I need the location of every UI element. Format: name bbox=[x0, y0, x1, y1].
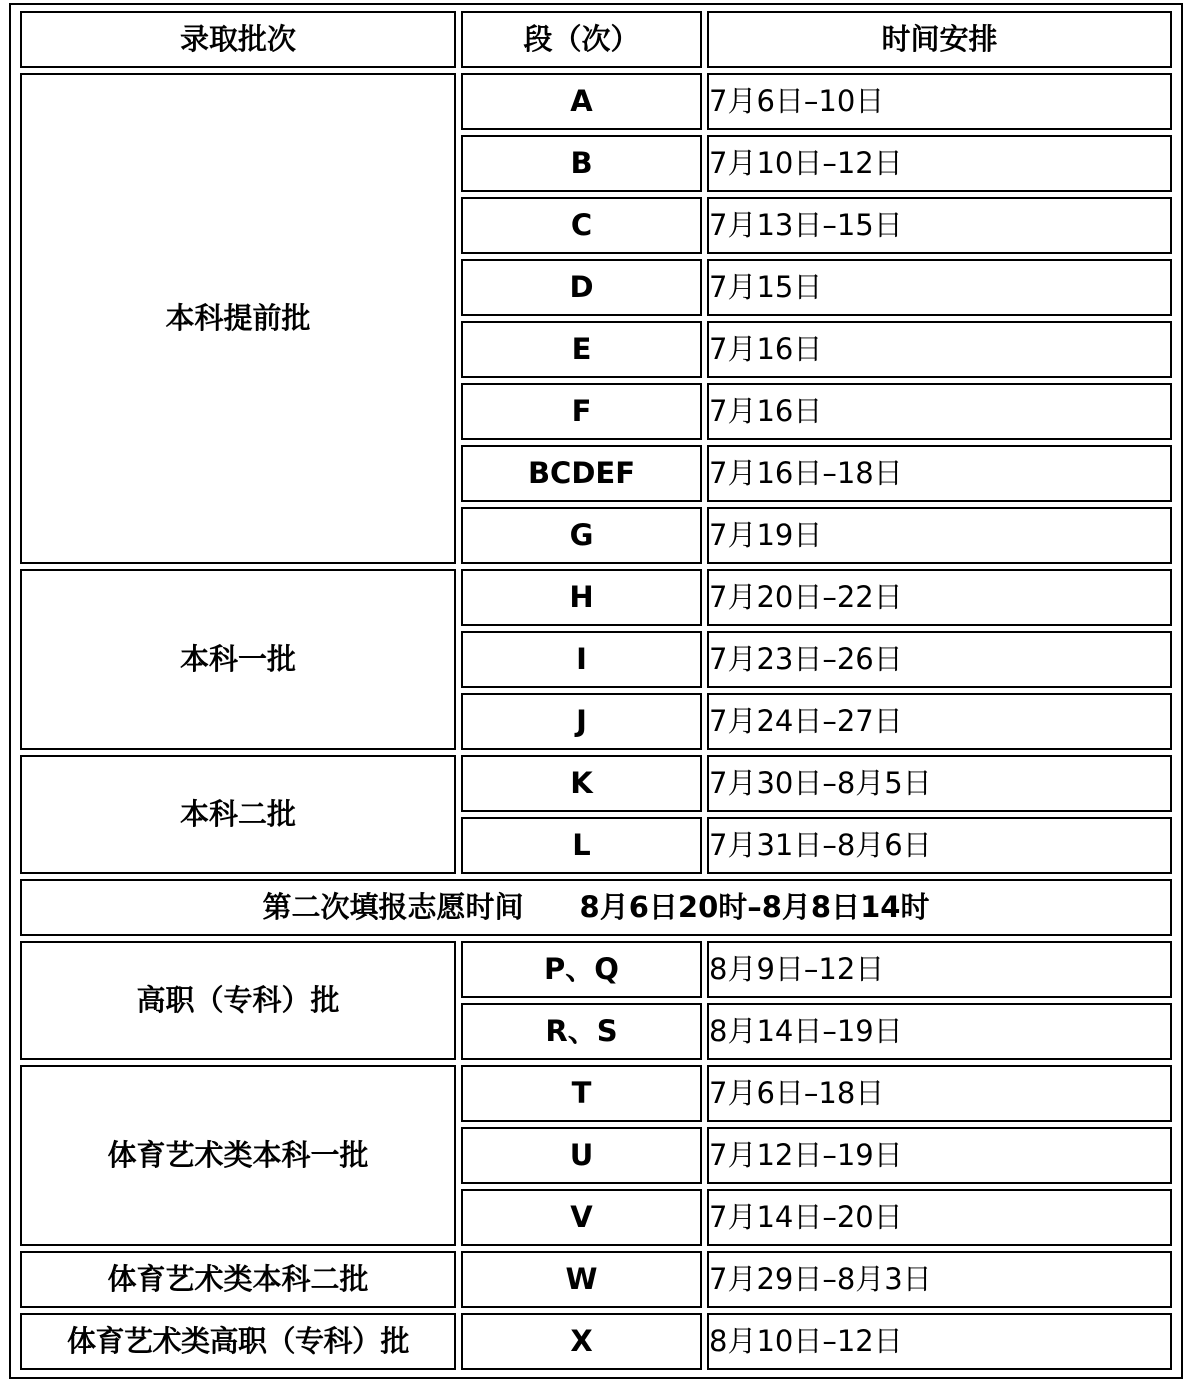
segment-cell: F bbox=[461, 383, 702, 440]
segment-cell: V bbox=[461, 1189, 702, 1246]
header-time: 时间安排 bbox=[707, 11, 1172, 68]
second-fill-row bbox=[20, 879, 1172, 936]
time-cell: 7月23日–26日 bbox=[707, 631, 1172, 688]
segment-cell: L bbox=[461, 817, 702, 874]
segment-cell: P、Q bbox=[461, 941, 702, 998]
second-fill-time: 8月6日20时–8月8日14时 bbox=[579, 890, 930, 924]
table-row bbox=[20, 941, 1172, 998]
segment-cell: W bbox=[461, 1251, 702, 1308]
time-cell: 7月19日 bbox=[707, 507, 1172, 564]
time-cell: 8月9日–12日 bbox=[707, 941, 1172, 998]
table-row bbox=[20, 569, 1172, 626]
batch-cell: 本科提前批 bbox=[20, 73, 456, 564]
segment-cell: H bbox=[461, 569, 702, 626]
batch-cell: 本科二批 bbox=[20, 755, 456, 874]
batch-cell: 体育艺术类本科一批 bbox=[20, 1065, 456, 1246]
second-fill-label: 第二次填报志愿时间 bbox=[262, 890, 524, 924]
second-fill-cell bbox=[20, 879, 1172, 936]
time-cell: 7月16日–18日 bbox=[707, 445, 1172, 502]
admission-schedule-table bbox=[15, 6, 1177, 1375]
table-row bbox=[20, 755, 1172, 812]
segment-cell: X bbox=[461, 1313, 702, 1370]
segment-cell: I bbox=[461, 631, 702, 688]
segment-cell: R、S bbox=[461, 1003, 702, 1060]
time-cell: 7月13日–15日 bbox=[707, 197, 1172, 254]
batch-cell: 高职（专科）批 bbox=[20, 941, 456, 1060]
segment-cell: E bbox=[461, 321, 702, 378]
segment-cell: T bbox=[461, 1065, 702, 1122]
time-cell: 7月14日–20日 bbox=[707, 1189, 1172, 1246]
segment-cell: U bbox=[461, 1127, 702, 1184]
time-cell: 7月6日–18日 bbox=[707, 1065, 1172, 1122]
time-cell: 7月24日–27日 bbox=[707, 693, 1172, 750]
segment-cell: C bbox=[461, 197, 702, 254]
table-row bbox=[20, 1065, 1172, 1122]
segment-cell: A bbox=[461, 73, 702, 130]
table-row bbox=[20, 73, 1172, 130]
time-cell: 7月16日 bbox=[707, 321, 1172, 378]
time-cell: 8月14日–19日 bbox=[707, 1003, 1172, 1060]
batch-cell: 体育艺术类高职（专科）批 bbox=[20, 1313, 456, 1370]
segment-cell: BCDEF bbox=[461, 445, 702, 502]
time-cell: 7月6日–10日 bbox=[707, 73, 1172, 130]
header-batch: 录取批次 bbox=[20, 11, 456, 68]
time-cell: 7月16日 bbox=[707, 383, 1172, 440]
time-cell: 7月20日–22日 bbox=[707, 569, 1172, 626]
segment-cell: B bbox=[461, 135, 702, 192]
time-cell: 7月12日–19日 bbox=[707, 1127, 1172, 1184]
table-row bbox=[20, 1251, 1172, 1308]
time-cell: 8月10日–12日 bbox=[707, 1313, 1172, 1370]
batch-cell: 本科一批 bbox=[20, 569, 456, 750]
time-cell: 7月15日 bbox=[707, 259, 1172, 316]
segment-cell: J bbox=[461, 693, 702, 750]
segment-cell: G bbox=[461, 507, 702, 564]
time-cell: 7月29日–8月3日 bbox=[707, 1251, 1172, 1308]
time-cell: 7月30日–8月5日 bbox=[707, 755, 1172, 812]
segment-cell: D bbox=[461, 259, 702, 316]
header-segment: 段（次） bbox=[461, 11, 702, 68]
time-cell: 7月10日–12日 bbox=[707, 135, 1172, 192]
time-cell: 7月31日–8月6日 bbox=[707, 817, 1172, 874]
segment-cell: K bbox=[461, 755, 702, 812]
header-row bbox=[20, 11, 1172, 68]
batch-cell: 体育艺术类本科二批 bbox=[20, 1251, 456, 1308]
table-row bbox=[20, 1313, 1172, 1370]
